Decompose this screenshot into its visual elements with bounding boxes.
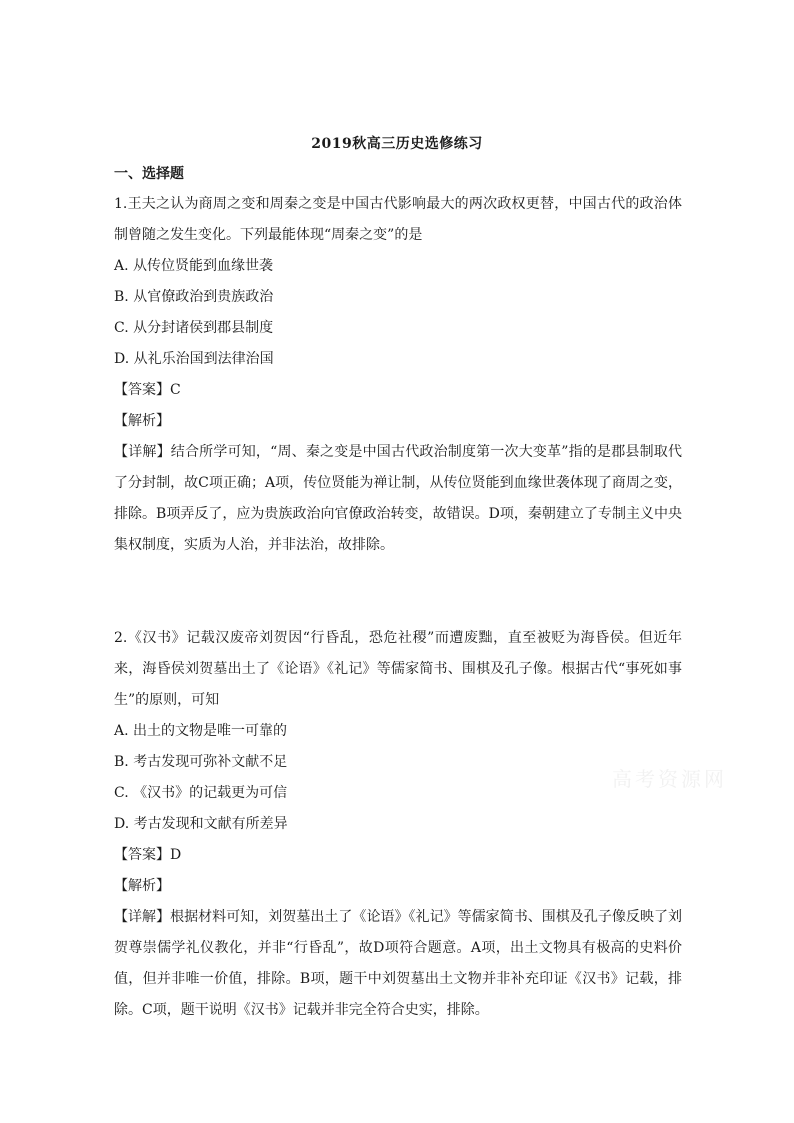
question-2-stem: 2.《汉书》记载汉废帝刘贺因“行昏乱，恐危社稷”而遭废黜，直至被贬为海昏侯。但近年来，海昏侯刘贺墓出土了《论语》《礼记》等儒家简书、围棋及孔子像。根据古代“事死如事生”的原则，可知 [114,630,682,708]
question-2-detail: 【详解】根据材料可知，刘贺墓出土了《论语》《礼记》等儒家简书、围棋及孔子像反映了刘贺尊崇儒学礼仪教化，并非“行昏乱”，故D项符合题意。A项，出土文物具有极高的史料价值，但并非唯一价值，排除。B项，题干中刘贺墓出土文物并非补充印证《汉书》记载，排除。C项，题干说明《汉书》记载并非完全符合史实，排除。 [114,909,682,1018]
question-1-stem: 1.王夫之认为商周之变和周秦之变是中国古代影响最大的两次政权更替，中国古代的政治体制曾随之发生变化。下列最能体现“周秦之变”的是 [114,196,682,243]
document-title: 2019秋高三历史选修练习 [311,136,483,152]
question-1-option-d: D. 从礼乐治国到法律治国 [114,351,274,367]
question-2-analysis-label: 【解析】 [114,878,170,894]
question-1-option-a: A. 从传位贤能到血缘世袭 [114,258,274,274]
question-2-option-d: D. 考古发现和文献有所差异 [114,816,288,832]
watermark: 高考资源网 [612,767,727,791]
question-1-answer: 【答案】C [114,382,181,398]
question-1-analysis-label: 【解析】 [114,413,170,429]
question-2 [114,623,682,1026]
question-1 [114,189,682,561]
question-2-option-a: A. 出土的文物是唯一可靠的 [114,723,288,739]
section-heading: 一、选择题 [114,166,184,182]
question-1-option-c: C. 从分封诸侯到郡县制度 [114,320,274,336]
question-2-option-c: C. 《汉书》的记载更为可信 [114,785,288,801]
question-1-option-b: B. 从官僚政治到贵族政治 [114,289,274,305]
question-2-option-b: B. 考古发现可弥补文献不足 [114,754,288,770]
question-1-detail: 【详解】结合所学可知，“周、秦之变是中国古代政治制度第一次大变革”指的是郡县制取代了分封制，故C项正确；A项，传位贤能为禅让制，从传位贤能到血缘世袭体现了商周之变，排除。B项弄反了，应为贵族政治向官僚政治转变，故错误。D项，秦朝建立了专制主义中央集权制度，实质为人治，并非法治，故排除。 [114,444,682,553]
question-2-answer: 【答案】D [114,847,182,863]
